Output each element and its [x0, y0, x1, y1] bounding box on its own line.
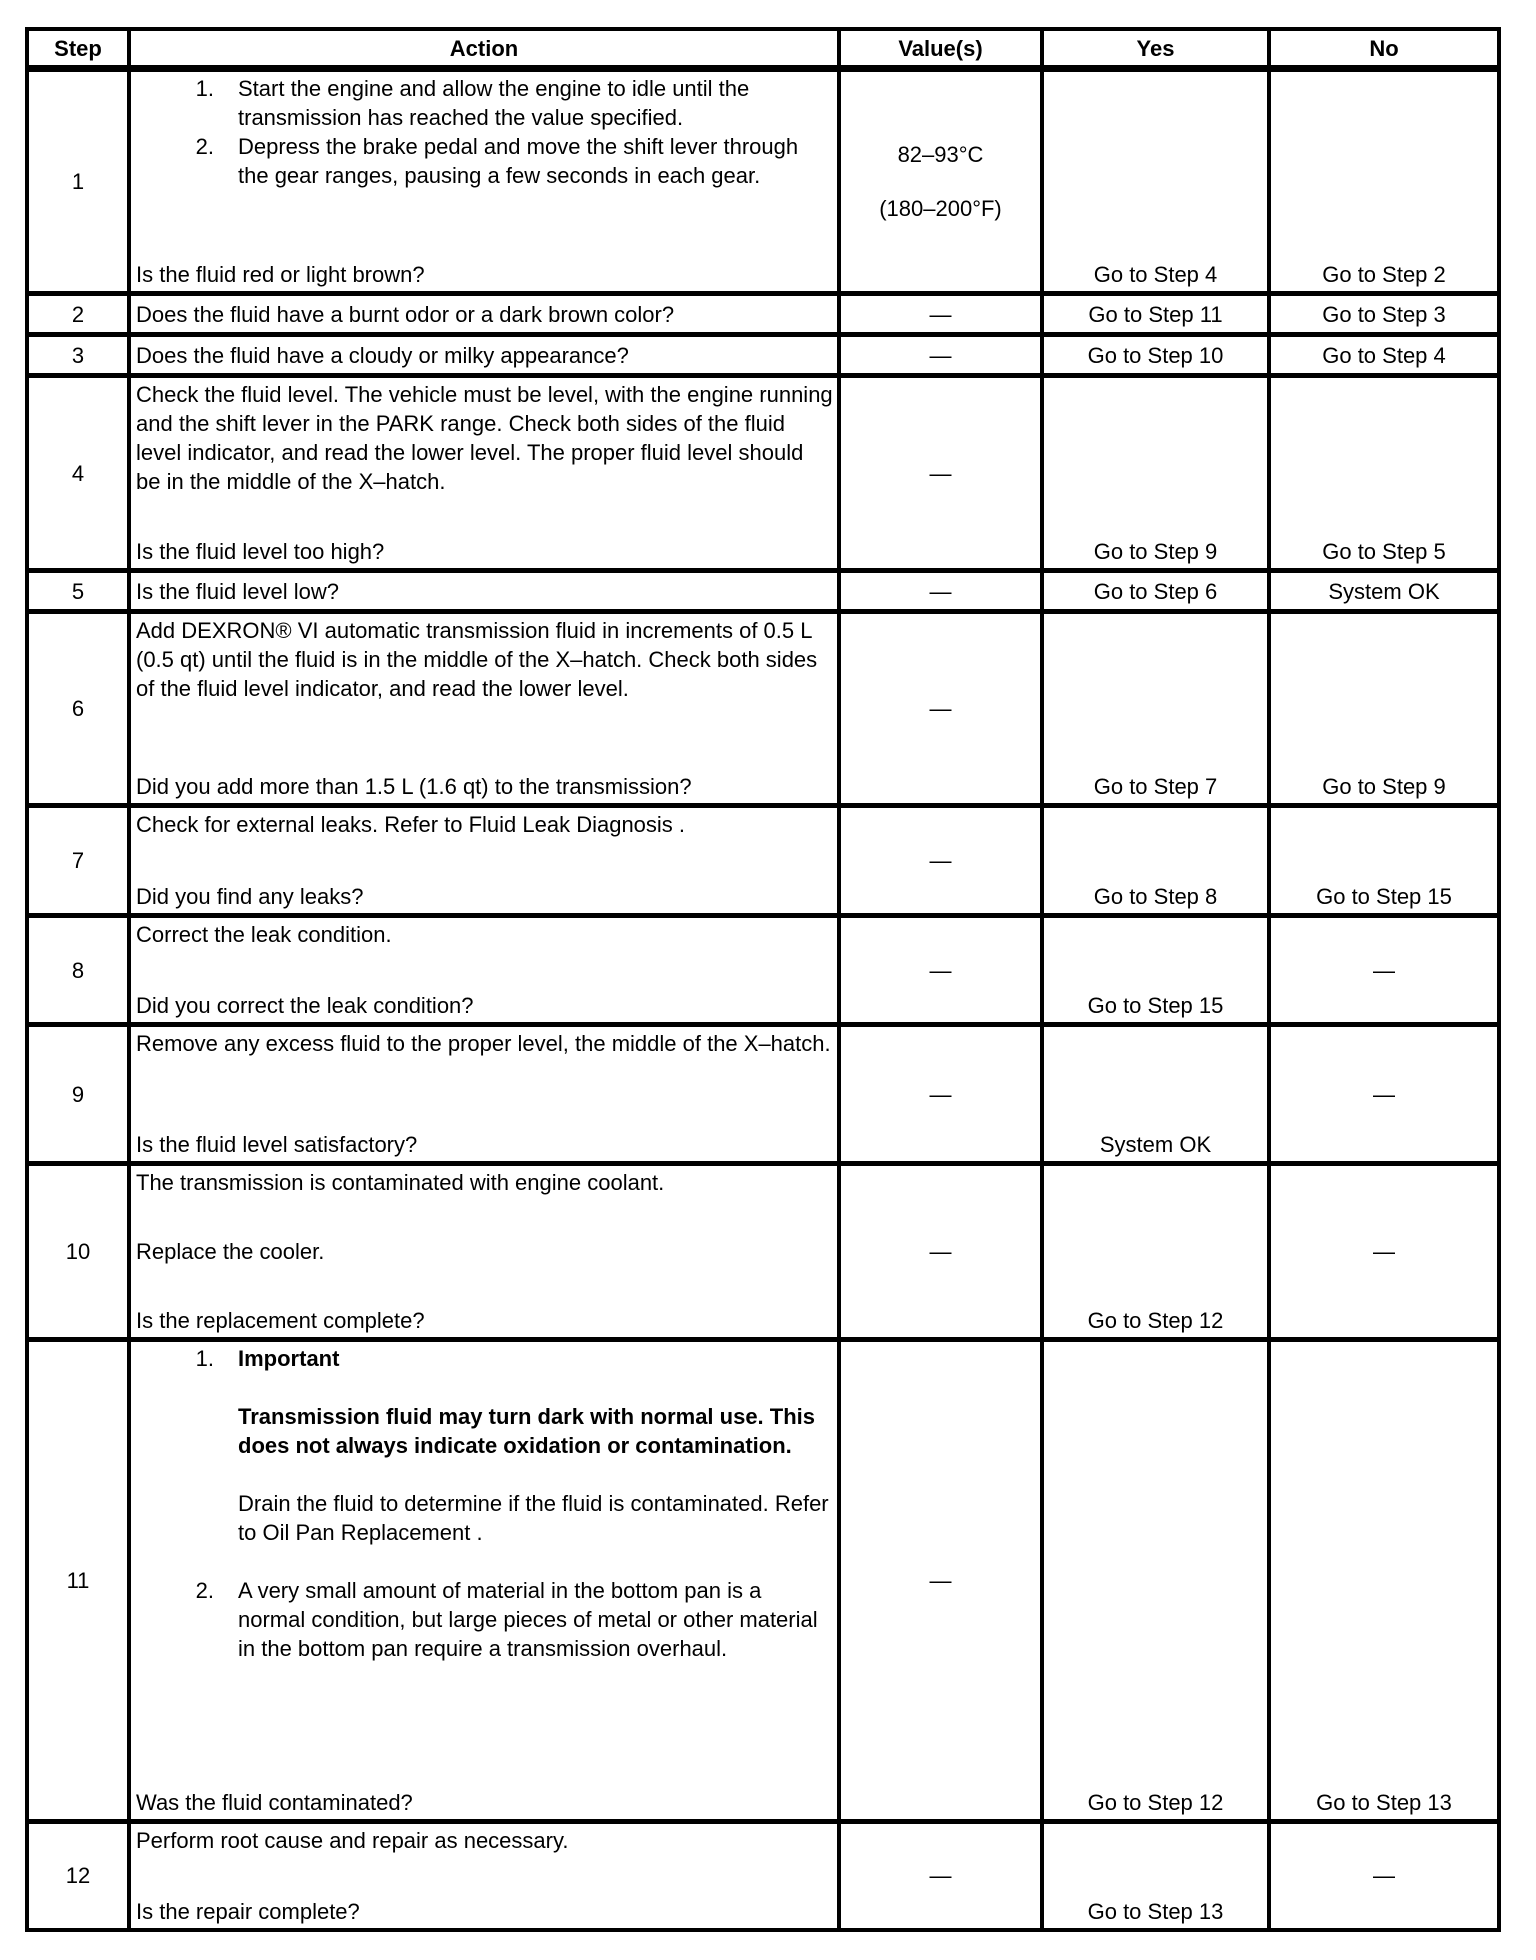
blank-line: [136, 1373, 833, 1402]
action-steps: [136, 380, 833, 496]
no-result: Go to Step 9: [1322, 774, 1446, 799]
no-cell: [1269, 806, 1499, 916]
no-cell: [1269, 335, 1499, 376]
no-result: Go to Step 13: [1316, 1790, 1452, 1815]
action-cell: [129, 1340, 839, 1822]
table-row: [27, 1822, 1499, 1930]
value-text: —: [929, 1081, 952, 1107]
list-text: Start the engine and allow the engine to idle until the transmission has reached the value specified.: [238, 76, 750, 130]
action-text: Check for external leaks. Refer to Fluid Leak Diagnosis .: [136, 812, 686, 837]
action-content: [131, 72, 837, 291]
no-cell: [1269, 1164, 1499, 1340]
action-content: [131, 296, 837, 332]
yes-result: Go to Step 10: [1087, 342, 1224, 368]
step-number: 3: [27, 335, 129, 376]
values-cell: [839, 1822, 1042, 1930]
no-result: Go to Step 3: [1322, 301, 1446, 327]
action-content: [131, 573, 837, 609]
no-result: System OK: [1328, 578, 1440, 604]
yes-wrap: [1044, 808, 1267, 913]
action-text: Correct the leak condition.: [136, 922, 392, 947]
action-cell: [129, 376, 839, 571]
action-steps: [136, 1344, 833, 1663]
list-number: 1.: [195, 1346, 214, 1371]
yes-cell: [1042, 1164, 1269, 1340]
values-cell: [839, 806, 1042, 916]
no-wrap: [1271, 378, 1497, 568]
yes-cell: [1042, 294, 1269, 335]
list-number: 2.: [195, 1578, 214, 1603]
action-text: Add DEXRON® VI automatic transmission fluid in increments of 0.5 L (0.5 qt) until the fluid is in the middle of the X–hatch. Check both sides of the fluid level indicator, and read the lower level.: [136, 618, 818, 701]
action-steps: [136, 1826, 833, 1855]
action-steps: [136, 920, 833, 949]
header-row: [27, 29, 1499, 69]
yes-cell: [1042, 335, 1269, 376]
yes-cell: [1042, 69, 1269, 294]
no-wrap: [1271, 808, 1497, 913]
action-content: [131, 1166, 837, 1337]
action-cell: [129, 916, 839, 1025]
step-number: 1: [27, 69, 129, 294]
table-row: [27, 612, 1499, 806]
yes-result: Go to Step 7: [1093, 774, 1218, 799]
action-steps: [136, 810, 833, 839]
table-row: [27, 806, 1499, 916]
yes-result: Go to Step 15: [1087, 993, 1224, 1018]
no-cell: [1269, 1822, 1499, 1930]
list-number: 2.: [195, 134, 214, 159]
header-values: Value(s): [839, 29, 1042, 69]
yes-result: Go to Step 11: [1088, 301, 1223, 327]
action-cell: [129, 1025, 839, 1164]
value-text: —: [929, 1568, 952, 1593]
value-text: —: [929, 301, 952, 327]
action-cell: [129, 1164, 839, 1340]
table-row: [27, 1025, 1499, 1164]
yes-result: Go to Step 12: [1087, 1308, 1224, 1333]
action-question: Is the fluid level satisfactory?: [136, 1132, 418, 1157]
yes-result: System OK: [1099, 1132, 1212, 1157]
table-row: [27, 69, 1499, 294]
value-text: —: [929, 848, 952, 873]
list-text: Depress the brake pedal and move the shift lever through the gear ranges, pausing a few seconds in each gear.: [238, 134, 799, 188]
value-text: —: [929, 1863, 952, 1889]
value-text: —: [929, 1239, 952, 1264]
table-row: [27, 1340, 1499, 1822]
yes-result: Go to Step 4: [1093, 262, 1218, 287]
list-text: A very small amount of material in the bottom pan is a normal condition, but large pieces of metal or other material in the bottom pan require a transmission overhaul.: [238, 1578, 818, 1661]
values-cell: [839, 335, 1042, 376]
action-list-item: [136, 132, 833, 190]
action-cell: [129, 335, 839, 376]
value-text: —: [929, 342, 952, 368]
yes-cell: [1042, 806, 1269, 916]
values-cell: [839, 1340, 1042, 1822]
value-text: 82–93°C: [897, 142, 984, 167]
yes-result: Go to Step 13: [1087, 1898, 1224, 1924]
action-steps: [136, 74, 833, 190]
yes-cell: [1042, 1822, 1269, 1930]
action-question: Did you add more than 1.5 L (1.6 qt) to the transmission?: [136, 774, 692, 799]
action-question: Did you find any leaks?: [136, 884, 364, 909]
values-cell: [839, 571, 1042, 612]
action-question: Was the fluid contaminated?: [136, 1790, 413, 1815]
yes-cell: [1042, 916, 1269, 1025]
no-cell: [1269, 69, 1499, 294]
action-list-item: [136, 74, 833, 132]
step-number: 5: [27, 571, 129, 612]
diagnostic-table: [25, 27, 1501, 1932]
yes-wrap: [1044, 72, 1267, 291]
yes-cell: [1042, 376, 1269, 571]
yes-wrap: [1044, 1824, 1267, 1928]
no-cell: [1269, 294, 1499, 335]
action-cell: [129, 612, 839, 806]
yes-result: Go to Step 9: [1093, 539, 1218, 564]
action-question: Is the repair complete?: [136, 1898, 360, 1924]
yes-wrap: [1044, 614, 1267, 803]
action-content: [131, 614, 837, 803]
action-question: Does the fluid have a burnt odor or a dark brown color?: [136, 301, 675, 327]
action-question: Is the replacement complete?: [136, 1308, 425, 1333]
yes-cell: [1042, 1025, 1269, 1164]
yes-wrap: [1044, 1027, 1267, 1161]
step-number: 2: [27, 294, 129, 335]
step-number: 7: [27, 806, 129, 916]
action-cell: [129, 571, 839, 612]
header-no: No: [1269, 29, 1499, 69]
value-text: —: [929, 460, 952, 486]
action-question: Is the fluid level low?: [136, 578, 339, 604]
action-content: [131, 1342, 837, 1819]
action-cell: [129, 294, 839, 335]
action-content: [131, 918, 837, 1022]
blank-line: [136, 1460, 833, 1489]
no-result: Go to Step 5: [1322, 539, 1446, 564]
no-result: —: [1373, 1863, 1395, 1889]
value-text: —: [929, 578, 952, 604]
action-text: Perform root cause and repair as necessary.: [136, 1828, 569, 1853]
value-text: —: [929, 696, 952, 721]
header-step: Step: [27, 29, 129, 69]
header-yes: Yes: [1042, 29, 1269, 69]
action-text: Check the fluid level. The vehicle must be level, with the engine running and the shift lever in the PARK range. Check both sides of the fluid level indicator, and read the lower level. The proper fluid level should be in the middle of the X–hatch.: [136, 382, 833, 494]
step-number: 8: [27, 916, 129, 1025]
no-result: —: [1373, 957, 1395, 983]
action-text: The transmission is contaminated with engine coolant.: [136, 1170, 665, 1195]
table-row: [27, 335, 1499, 376]
action-cell: [129, 806, 839, 916]
step-number: 6: [27, 612, 129, 806]
step-number: 4: [27, 376, 129, 571]
step-number: 10: [27, 1164, 129, 1340]
no-cell: [1269, 1340, 1499, 1822]
table-row: [27, 376, 1499, 571]
action-cell: [129, 1822, 839, 1930]
action-text: Replace the cooler.: [136, 1239, 325, 1264]
action-content: [131, 808, 837, 913]
no-wrap: [1271, 614, 1497, 803]
yes-result: Go to Step 8: [1093, 884, 1218, 909]
no-result: —: [1373, 1239, 1395, 1264]
yes-result: Go to Step 6: [1093, 578, 1218, 604]
no-cell: [1269, 916, 1499, 1025]
action-question: Does the fluid have a cloudy or milky appearance?: [136, 342, 629, 368]
no-cell: [1269, 1025, 1499, 1164]
list-text: Important: [238, 1346, 340, 1371]
table-row: [27, 916, 1499, 1025]
yes-wrap: [1044, 1166, 1267, 1337]
values-cell: [839, 1164, 1042, 1340]
step-number: 12: [27, 1822, 129, 1930]
action-text: Remove any excess fluid to the proper level, the middle of the X–hatch.: [136, 1031, 831, 1056]
action-content: [131, 378, 837, 568]
values-cell: [839, 376, 1042, 571]
table-row: [27, 571, 1499, 612]
no-cell: [1269, 376, 1499, 571]
step-number: 11: [27, 1340, 129, 1822]
header-action: Action: [129, 29, 839, 69]
no-cell: [1269, 612, 1499, 806]
yes-cell: [1042, 571, 1269, 612]
values-cell: [839, 1025, 1042, 1164]
yes-wrap: [1044, 918, 1267, 1022]
value-text: —: [929, 957, 952, 983]
step-number: 9: [27, 1025, 129, 1164]
action-question: Did you correct the leak condition?: [136, 993, 474, 1018]
yes-wrap: [1044, 378, 1267, 568]
action-content: [131, 1027, 837, 1161]
table-row: [27, 1164, 1499, 1340]
action-note: Transmission fluid may turn dark with normal use. This does not always indicate oxidation or contamination.: [238, 1404, 816, 1458]
action-list-item: [136, 1344, 833, 1373]
no-cell: [1269, 571, 1499, 612]
value-text: (180–200°F): [879, 196, 1002, 221]
action-content: [131, 337, 837, 373]
values-cell: [839, 612, 1042, 806]
action-steps: [136, 616, 833, 703]
list-number: 1.: [195, 76, 214, 101]
no-wrap: [1271, 1342, 1497, 1819]
no-wrap: [1271, 72, 1497, 291]
yes-wrap: [1044, 1342, 1267, 1819]
blank-line: [136, 1547, 833, 1576]
table-row: [27, 294, 1499, 335]
yes-cell: [1042, 1340, 1269, 1822]
values-cell: [839, 69, 1042, 294]
no-result: —: [1373, 1081, 1395, 1107]
action-content: [131, 1824, 837, 1928]
values-cell: [839, 294, 1042, 335]
no-result: Go to Step 15: [1316, 884, 1452, 909]
yes-cell: [1042, 612, 1269, 806]
action-note: Drain the fluid to determine if the fluid is contaminated. Refer to Oil Pan Replacement .: [238, 1491, 829, 1545]
action-question: Is the fluid level too high?: [136, 539, 385, 564]
action-cell: [129, 69, 839, 294]
action-list-item: [136, 1576, 833, 1663]
no-result: Go to Step 2: [1322, 262, 1446, 287]
yes-result: Go to Step 12: [1087, 1790, 1224, 1815]
action-steps: [136, 1029, 833, 1058]
action-question: Is the fluid red or light brown?: [136, 262, 425, 287]
values-cell: [839, 916, 1042, 1025]
no-result: Go to Step 4: [1322, 342, 1446, 368]
